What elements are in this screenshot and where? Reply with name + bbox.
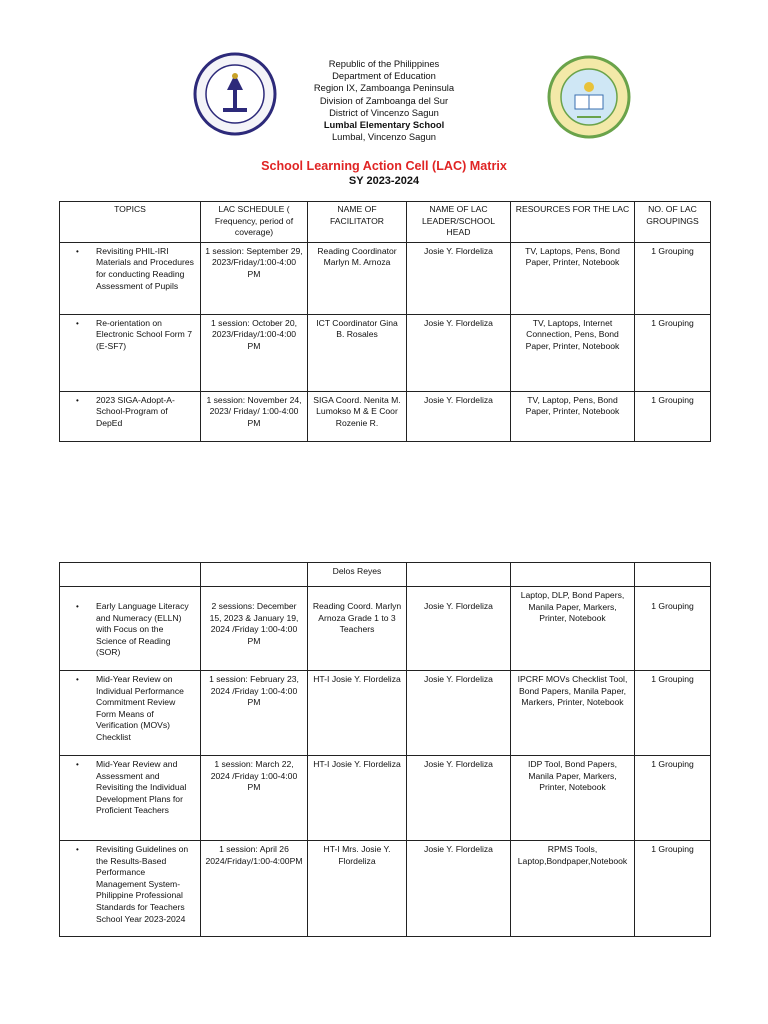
document-title: School Learning Action Cell (LAC) Matrix	[261, 159, 507, 173]
empty-cell	[60, 563, 201, 587]
leader-cell: Josie Y. Flordeliza	[407, 242, 511, 314]
column-header-schedule: LAC SCHEDULE ( Frequency, period of coverage)	[201, 202, 308, 243]
document-header	[0, 58, 768, 143]
groupings-cell: 1 Grouping	[635, 841, 711, 937]
document-subtitle: SY 2023-2024	[348, 175, 420, 187]
topic-cell: • Mid-Year Review and Assessment and Revisiting the Individual Development Plans for Proficient Teachers	[60, 756, 201, 841]
bullet-icon: •	[76, 246, 79, 256]
resources-cell: RPMS Tools, Laptop,Bondpaper,Notebook	[511, 841, 635, 937]
facilitator-cell: ICT Coordinator Gina B. Rosales	[308, 314, 407, 391]
schedule-cell: 1 session: April 26 2024/Friday/1:00-4:00PM	[201, 841, 308, 937]
lac-matrix-table-continued	[59, 562, 711, 937]
bullet-icon: •	[76, 760, 79, 769]
header-line: District of Vincenzo Sagun	[329, 106, 439, 118]
schedule-cell: 1 session: March 22, 2024 /Friday 1:00-4:00 PM	[201, 756, 308, 841]
table-row	[60, 841, 711, 937]
facilitator-cell: Reading Coordinator Marlyn M. Arnoza	[308, 242, 407, 314]
leader-cell: Josie Y. Flordeliza	[407, 841, 511, 937]
leader-cell: Josie Y. Flordeliza	[407, 756, 511, 841]
empty-cell	[201, 563, 308, 587]
facilitator-cell: HT-I Josie Y. Flordeliza	[308, 671, 407, 756]
groupings-cell: 1 Grouping	[635, 671, 711, 756]
table-header-row	[60, 202, 711, 243]
topic-cell: • Re-orientation on Electronic School Form 7 (E-SF7)	[60, 314, 201, 391]
schedule-cell: 1 session: November 24, 2023/ Friday/ 1:00-4:00 PM	[201, 391, 308, 441]
resources-cell: TV, Laptop, Pens, Bond Paper, Printer, Notebook	[511, 391, 635, 441]
header-line: Region IX, Zamboanga Peninsula	[313, 82, 455, 94]
groupings-cell: 1 Grouping	[635, 587, 711, 671]
leader-cell: Josie Y. Flordeliza	[407, 314, 511, 391]
column-header-resources: RESOURCES FOR THE LAC	[511, 202, 635, 243]
table-row	[60, 756, 711, 841]
schedule-cell: 1 session: February 23, 2024 /Friday 1:00-4:00 PM	[201, 671, 308, 756]
bullet-icon: •	[76, 602, 79, 611]
table-row	[60, 314, 711, 391]
schedule-cell: 1 session: September 29, 2023/Friday/1:00-4:00 PM	[201, 242, 308, 314]
schedule-cell: 2 sessions: December 15, 2023 & January 19, 2024 /Friday 1:00-4:00 PM	[201, 587, 308, 671]
table-row	[60, 242, 711, 314]
facilitator-cell: HT-I Josie Y. Flordeliza	[308, 756, 407, 841]
bullet-icon: •	[76, 395, 79, 405]
topic-cell: • Mid-Year Review on Individual Performance Commitment Review Form Means of Verification (MOVs) Checklist	[60, 671, 201, 756]
empty-cell	[511, 563, 635, 587]
groupings-cell: 1 Grouping	[635, 391, 711, 441]
facilitator-cell: Delos Reyes	[308, 563, 407, 587]
resources-cell: IPCRF MOVs Checklist Tool, Bond Papers, Manila Paper, Markers, Printer, Notebook	[511, 671, 635, 756]
school-address: Lumbal, Vincenzo Sagun	[331, 131, 437, 143]
resources-cell: IDP Tool, Bond Papers, Manila Paper, Markers, Printer, Notebook	[511, 756, 635, 841]
bullet-icon: •	[76, 675, 79, 684]
resources-cell: TV, Laptops, Pens, Bond Paper, Printer, Notebook	[511, 242, 635, 314]
column-header-facilitator: NAME OF FACILITATOR	[308, 202, 407, 243]
resources-cell: TV, Laptops, Internet Connection, Pens, Bond Paper, Printer, Notebook	[511, 314, 635, 391]
topic-cell: • Revisiting Guidelines on the Results-Based Performance Management System-Philippine Professional Standards for Teachers School Year 2023-2024	[60, 841, 201, 937]
table-row	[60, 587, 711, 671]
continuation-row	[60, 563, 711, 587]
bullet-icon: •	[76, 318, 79, 328]
schedule-cell: 1 session: October 20, 2023/Friday/1:00-4:00 PM	[201, 314, 308, 391]
column-header-groupings: NO. OF LAC GROUPINGS	[635, 202, 711, 243]
empty-cell	[407, 563, 511, 587]
topic-cell: • Early Language Literacy and Numeracy (ELLN) with Focus on the Science of Reading (SOR)	[60, 587, 201, 671]
table-row	[60, 671, 711, 756]
topic-cell: • Revisiting PHIL-IRI Materials and Procedures for conducting Reading Assessment of Pupils	[60, 242, 201, 314]
lac-matrix-table	[59, 201, 711, 442]
header-line: Republic of the Philippines	[328, 58, 440, 69]
leader-cell: Josie Y. Flordeliza	[407, 391, 511, 441]
leader-cell: Josie Y. Flordeliza	[407, 587, 511, 671]
header-line: Division of Zamboanga del Sur	[319, 94, 449, 106]
empty-cell	[635, 563, 711, 587]
topic-cell: • 2023 SIGA-Adopt-A-School-Program of DepEd	[60, 391, 201, 441]
bullet-icon: •	[76, 845, 79, 854]
facilitator-cell: HT-I Mrs. Josie Y. Flordeliza	[308, 841, 407, 937]
groupings-cell: 1 Grouping	[635, 314, 711, 391]
resources-cell: Laptop, DLP, Bond Papers, Manila Paper, Markers, Printer, Notebook	[511, 587, 635, 671]
column-header-topics: TOPICS	[60, 202, 201, 243]
header-line: Department of Education	[332, 70, 436, 82]
school-name: Lumbal Elementary School	[323, 119, 445, 131]
table-row	[60, 391, 711, 441]
groupings-cell: 1 Grouping	[635, 242, 711, 314]
groupings-cell: 1 Grouping	[635, 756, 711, 841]
facilitator-cell: SIGA Coord. Nenita M. Lumokso M & E Coor Rozenie R.	[308, 391, 407, 441]
facilitator-cell: Reading Coord. Marlyn Arnoza Grade 1 to 3 Teachers	[308, 587, 407, 671]
column-header-leader: NAME OF LAC LEADER/SCHOOL HEAD	[407, 202, 511, 243]
leader-cell: Josie Y. Flordeliza	[407, 671, 511, 756]
